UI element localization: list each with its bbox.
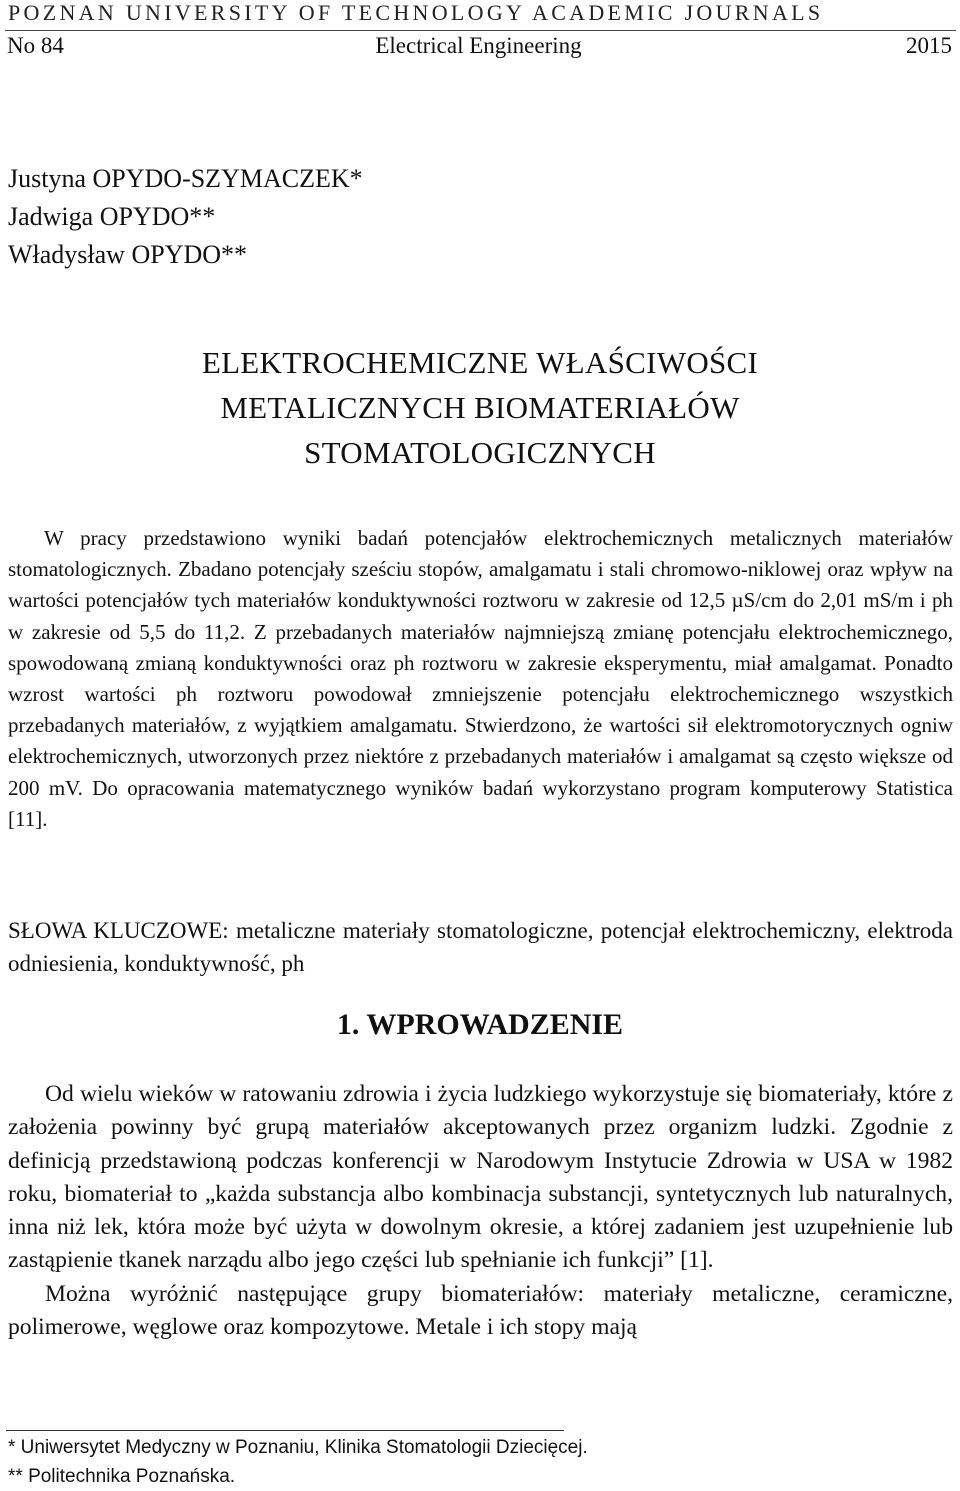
title-line: STOMATOLOGICZNYCH [304,435,656,470]
abstract [8,523,953,835]
journal-header [5,33,952,63]
paper-title [0,340,960,475]
keywords-text: SŁOWA KLUCZOWE: metaliczne materiały stomatologiczne, potencjał elektrochemiczny, elektroda odniesienia, konduktywność, ph [8,918,953,976]
footnotes [8,1433,588,1491]
header-divider [5,30,956,31]
footnote: ** Politechnika Poznańska. [8,1466,236,1487]
author-name: Władysław OPYDO** [8,240,248,269]
keywords [8,914,953,980]
footnote-divider [6,1430,564,1431]
issue-number: No 84 [7,33,64,58]
section-name: Electrical Engineering [375,33,582,58]
footnote: * Uniwersytet Medyczny w Poznaniu, Klinika Stomatologii Dziecięcej. [8,1437,588,1458]
body-paragraph: Można wyróżnić następujące grupy biomateriałów: materiały metaliczne, ceramiczne, polimerowe, węglowe oraz kompozytowe. Metale i ich stopy mają [8,1280,953,1341]
section-heading: 1. WPROWADZENIE [336,1008,624,1041]
body-paragraph: Od wielu wieków w ratowaniu zdrowia i życia ludzkiego wykorzystuje się biomateriały, które z założenia powinny być grupą materiałów akceptowanych przez organizm ludzki. Zgodnie z definicją przedstawioną podczas konferencji w Narodowym Instytucie Zdrowia w USA w 1982 roku, biomateriał to „każda substancja albo kombinacja substancji, syntetycznych lub naturalnych, inna niż lek, która może być użyta w dowolnym okresie, a której zadaniem jest uzupełnienie lub zastąpienie tkanek narządu albo jego części lub spełnianie ich funkcji” [1]. [8,1081,953,1274]
publication-year: 2015 [906,33,952,58]
title-line: ELEKTROCHEMICZNE WŁAŚCIWOŚCI [201,345,759,380]
body-text [8,1078,953,1344]
title-line: METALICZNYCH BIOMATERIAŁÓW [220,390,740,425]
journal-name: POZNAN UNIVERSITY OF TECHNOLOGY ACADEMIC JOURNALS [8,0,824,25]
abstract-text: W pracy przedstawiono wyniki badań potencjałów elektrochemicznych metalicznych materiałów stomatologicznych. Zbadano potencjały sześciu stopów, amalgamatu i stali chromowo-niklowej oraz wpływ na wartości potencjałów tych materiałów konduktywności roztworu w zakresie od 12,5 µS/cm do 2,01 mS/m i ph w zakresie od 5,5 do 11,2. Z przebadanych materiałów najmniejszą zmianę potencjału elektrochemicznego, spowodowaną zmianą konduktywności oraz ph roztworu w zakresie eksperymentu, miał amalgamat. Ponadto wzrost wartości ph roztworu powodował zmniejszenie potencjału elektrochemicznego wszystkich przebadanych materiałów, z wyjątkiem amalgamatu. Stwierdzono, że wartości sił elektromotorycznych ogniw elektrochemicznych, utworzonych przez niektóre z przebadanych materiałów i amalgamat są często większe od 200 mV. Do opracowania matematycznego wyników badań wykorzystano program komputerowy Statistica [11]. [8,526,953,831]
author-list [8,160,363,274]
author-name: Jadwiga OPYDO** [8,202,216,231]
author-name: Justyna OPYDO-SZYMACZEK* [8,164,363,193]
